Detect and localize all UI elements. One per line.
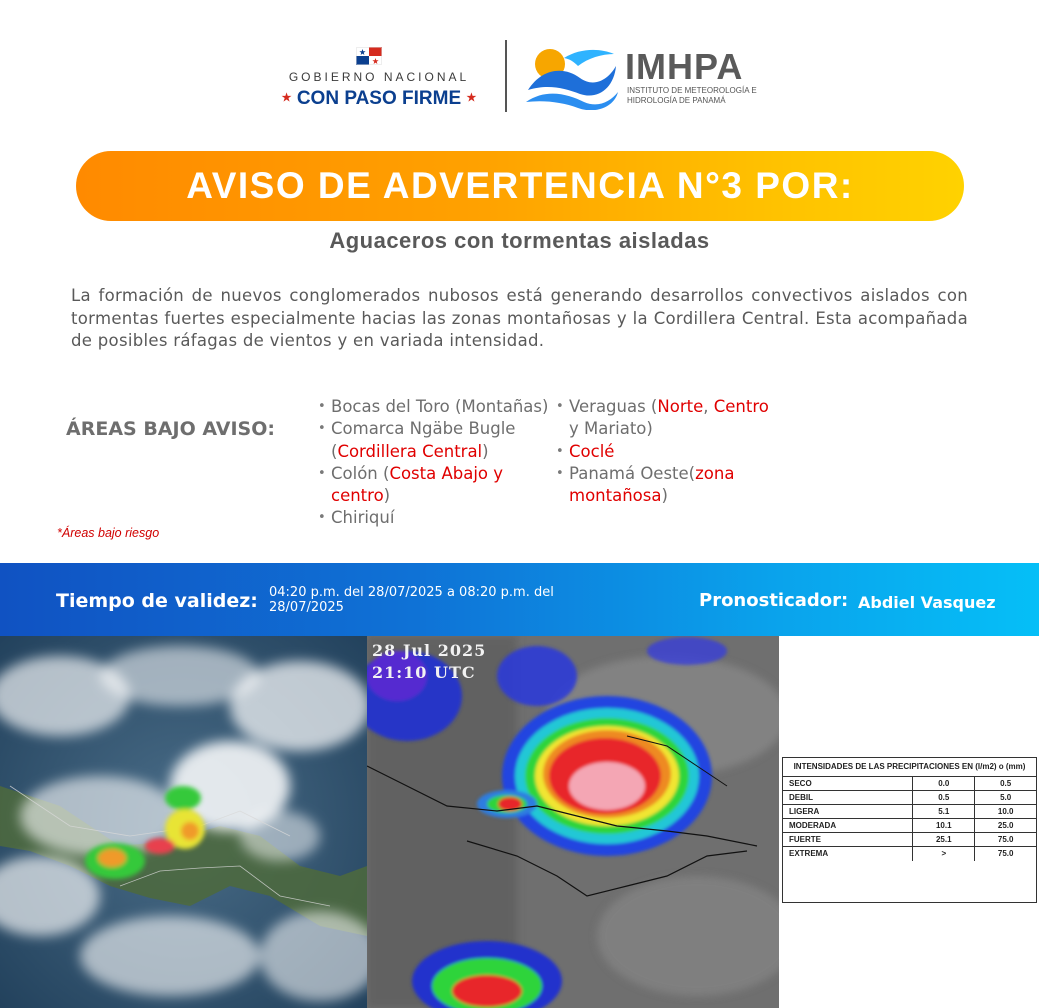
area-item: [556, 463, 776, 508]
table-row: [783, 819, 1036, 833]
satellite-timestamp: [372, 640, 486, 684]
star-icon: ★: [281, 92, 292, 104]
validity-label: Tiempo de validez:: [56, 590, 258, 612]
validity-value: 04:20 p.m. del 28/07/2025 a 08:20 p.m. del 28/07/2025: [269, 585, 554, 615]
table-row: [783, 805, 1036, 819]
area-text: Veraguas (: [569, 397, 658, 416]
area-risk-text: Costa Abajo y centro: [331, 463, 504, 506]
area-item: [556, 441, 776, 463]
area-text: ): [383, 486, 391, 506]
risk-areas-note: *Áreas bajo riesgo: [57, 526, 160, 540]
area-text: ): [482, 441, 489, 461]
precipitation-intensity-table: [782, 757, 1037, 903]
area-text: y Mariato): [569, 419, 653, 439]
warning-title: AVISO DE ADVERTENCIA N°3 POR:: [186, 165, 854, 206]
con-paso-firme-label: CON PASO FIRME: [296, 88, 462, 109]
imhpa-subtitle: INSTITUTO DE METEOROLOGÍA E HIDROLOGÍA DE PANAMÁ: [627, 86, 757, 105]
precip-category: EXTREMA: [783, 847, 913, 861]
area-text: ,: [703, 397, 714, 416]
forecaster-label: Pronosticador:: [699, 590, 849, 611]
area-item: [318, 463, 550, 508]
area-text: Comarca Ngäbe Bugle (: [331, 419, 516, 461]
precip-to: 5.0: [975, 791, 1036, 805]
precip-category: LIGERA: [783, 805, 913, 819]
areas-under-warning-label: ÁREAS BAJO AVISO:: [66, 418, 275, 440]
forecaster-name: Abdiel Vasquez: [858, 593, 996, 612]
area-item: [318, 507, 550, 529]
precip-from: 5.1: [913, 805, 975, 819]
area-text: Bocas del Toro (Montañas): [331, 397, 549, 416]
area-text: Chiriquí: [331, 508, 395, 528]
area-risk-text: Coclé: [569, 441, 615, 461]
con-paso-firme-text: [268, 88, 490, 110]
precip-category: SECO: [783, 777, 913, 791]
area-text: Colón (: [331, 463, 390, 483]
warning-description: La formación de nuevos conglomerados nubosos está generando desarrollos convectivos aislados con tormentas fuertes especialmente hacias las zonas montañosas y la Cordillera Central. Esta acompañada de posibles ráfagas de vientos y en variada intensidad.: [71, 286, 968, 350]
satellite-date: 28 Jul 2025: [372, 641, 487, 660]
precip-from: 0.5: [913, 791, 975, 805]
table-row: [783, 791, 1036, 805]
warning-title-banner: [76, 151, 964, 221]
warning-subtitle: Aguaceros con tormentas aisladas: [329, 228, 710, 253]
precip-to: 0.5: [975, 777, 1036, 791]
area-risk-text: Centro: [713, 397, 769, 416]
precip-from: 0.0: [913, 777, 975, 791]
precip-category: FUERTE: [783, 833, 913, 847]
area-item: [318, 418, 550, 463]
panama-flag-icon: [356, 47, 382, 65]
precip-from: 10.1: [913, 819, 975, 833]
star-icon: ★: [466, 92, 477, 104]
gobierno-nacional-text: GOBIERNO NACIONAL: [288, 70, 470, 84]
area-risk-text: zona montañosa: [569, 463, 735, 506]
infrared-satellite-image: [367, 636, 779, 1008]
satellite-time: 21:10 UTC: [372, 663, 476, 682]
area-text: ): [661, 486, 668, 506]
gobierno-nacional-logo: [268, 44, 490, 114]
table-row: [783, 833, 1036, 847]
area-risk-text: Norte: [657, 397, 704, 416]
logo-divider: [505, 40, 507, 112]
areas-list-column-1: [318, 396, 550, 530]
area-risk-text: Cordillera Central: [337, 441, 483, 461]
precip-to: 10.0: [975, 805, 1036, 819]
precip-category: DEBIL: [783, 791, 913, 805]
table-row: [783, 777, 1036, 791]
precip-category: MODERADA: [783, 819, 913, 833]
imhpa-title: IMHPA: [625, 46, 744, 87]
areas-list-column-2: [556, 396, 776, 507]
precip-from: 25.1: [913, 833, 975, 847]
area-text: Panamá Oeste(: [569, 463, 696, 483]
table-row: [783, 847, 1036, 861]
precip-table-title: INTENSIDADES DE LAS PRECIPITACIONES EN (l/m2) o (mm): [783, 758, 1036, 777]
area-item: [556, 396, 776, 441]
precip-to: 75.0: [975, 833, 1036, 847]
area-item: [318, 396, 550, 418]
precip-to: 75.0: [975, 847, 1036, 861]
imhpa-wave-logo-icon: [524, 44, 620, 110]
precip-to: 25.0: [975, 819, 1036, 833]
visible-satellite-image: [0, 636, 367, 1008]
precip-from: >: [913, 847, 975, 861]
